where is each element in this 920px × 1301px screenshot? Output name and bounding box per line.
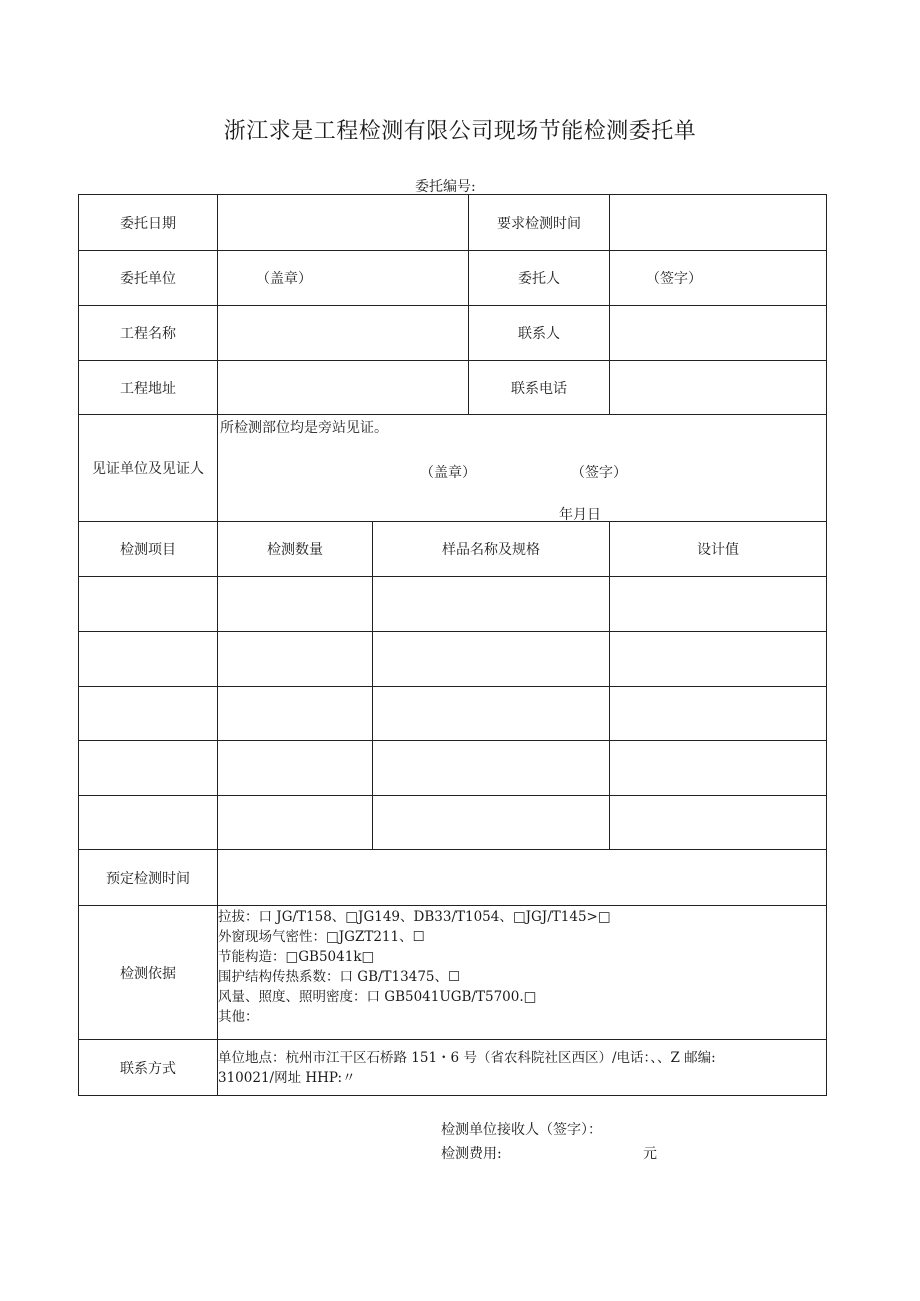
fee-label: 检测费用:: [441, 1146, 502, 1162]
item-quantity-cell[interactable]: [218, 577, 373, 632]
entrust-date-label: 委托日期: [79, 195, 218, 251]
basis-line-air: 风量、照度、照明密度：口 GB5041UGB/T5700.□: [218, 989, 537, 1005]
table-row: [79, 577, 827, 632]
item-project-cell[interactable]: [79, 741, 218, 796]
basis-line-heat: 围护结构传热系数：口 GB/T13475、☐: [218, 969, 461, 985]
table-row: [79, 632, 827, 687]
project-address-field[interactable]: [218, 361, 469, 415]
contact-field[interactable]: [610, 306, 827, 361]
items-header-sample: 样品名称及规格: [373, 522, 610, 577]
receiver-label: 检测单位接收人（签字）：: [441, 1122, 602, 1138]
client-person-field[interactable]: [610, 251, 827, 306]
contact-phone-field[interactable]: [610, 361, 827, 415]
client-person-label: 委托人: [469, 251, 610, 306]
table-row: [79, 687, 827, 741]
item-design-cell[interactable]: [610, 796, 827, 850]
item-design-cell[interactable]: [610, 632, 827, 687]
basis-line-other: 其他：: [218, 1009, 259, 1025]
item-project-cell[interactable]: [79, 632, 218, 687]
item-sample-cell[interactable]: [373, 796, 610, 850]
contact-method-label: 联系方式: [79, 1040, 218, 1096]
entrust-form-table: [78, 194, 827, 1096]
items-header-project: 检测项目: [79, 522, 218, 577]
basis-field: [218, 906, 827, 1040]
client-unit-field[interactable]: [218, 251, 469, 306]
witness-sign-text: （签字）: [571, 465, 627, 481]
basis-label: 检测依据: [79, 906, 218, 1040]
table-row: [79, 796, 827, 850]
items-header-design-value: 设计值: [610, 522, 827, 577]
project-address-label: 工程地址: [79, 361, 218, 415]
item-design-cell[interactable]: [610, 741, 827, 796]
item-quantity-cell[interactable]: [218, 632, 373, 687]
item-sample-cell[interactable]: [373, 687, 610, 741]
contact-phone-label: 联系电话: [469, 361, 610, 415]
witness-date-text: 年月日: [559, 507, 601, 523]
item-project-cell[interactable]: [79, 687, 218, 741]
scheduled-time-label: 预定检测时间: [79, 850, 218, 906]
item-design-cell[interactable]: [610, 577, 827, 632]
client-unit-label: 委托单位: [79, 251, 218, 306]
contact-label: 联系人: [469, 306, 610, 361]
table-row: [79, 741, 827, 796]
item-quantity-cell[interactable]: [218, 796, 373, 850]
project-name-label: 工程名称: [79, 306, 218, 361]
basis-line-window: 外窗现场气密性：□JGZT211、☐: [218, 929, 425, 945]
required-time-field[interactable]: [610, 195, 827, 251]
witness-field[interactable]: [218, 415, 827, 522]
witness-seal-text: （盖章）: [420, 465, 476, 481]
witness-note: 所检测部位均是旁站见证。: [220, 420, 388, 436]
item-sample-cell[interactable]: [373, 577, 610, 632]
items-header-quantity: 检测数量: [218, 522, 373, 577]
witness-label: 见证单位及见证人: [79, 415, 218, 522]
entrust-number-label: 委托编号:: [415, 179, 476, 195]
item-design-cell[interactable]: [610, 687, 827, 741]
entrust-date-field[interactable]: [218, 195, 469, 251]
item-project-cell[interactable]: [79, 577, 218, 632]
client-seal-text: （盖章）: [256, 271, 312, 287]
required-time-label: 要求检测时间: [469, 195, 610, 251]
client-sign-text: （签字）: [646, 271, 702, 287]
item-project-cell[interactable]: [79, 796, 218, 850]
project-name-field[interactable]: [218, 306, 469, 361]
item-quantity-cell[interactable]: [218, 687, 373, 741]
basis-line-pull: 拉拔：口 JG/T158、□JG149、DB33/T1054、□JGJ/T145>□: [218, 909, 611, 925]
scheduled-time-field[interactable]: [218, 850, 827, 906]
contact-method-field: [218, 1040, 827, 1096]
item-sample-cell[interactable]: [373, 741, 610, 796]
item-quantity-cell[interactable]: [218, 741, 373, 796]
fee-unit: 元: [643, 1146, 657, 1162]
item-sample-cell[interactable]: [373, 632, 610, 687]
basis-line-structure: 节能构造：□GB5041k□: [218, 949, 375, 965]
contact-line-1: 单位地点：杭州市江干区石桥路 151・6 号（省农科院社区西区）/电话：、、Z 邮编:: [218, 1049, 716, 1066]
form-title: 浙江求是工程检测有限公司现场节能检测委托单: [223, 119, 697, 144]
contact-line-2: 310021/网址 HHP:〃: [218, 1069, 356, 1086]
